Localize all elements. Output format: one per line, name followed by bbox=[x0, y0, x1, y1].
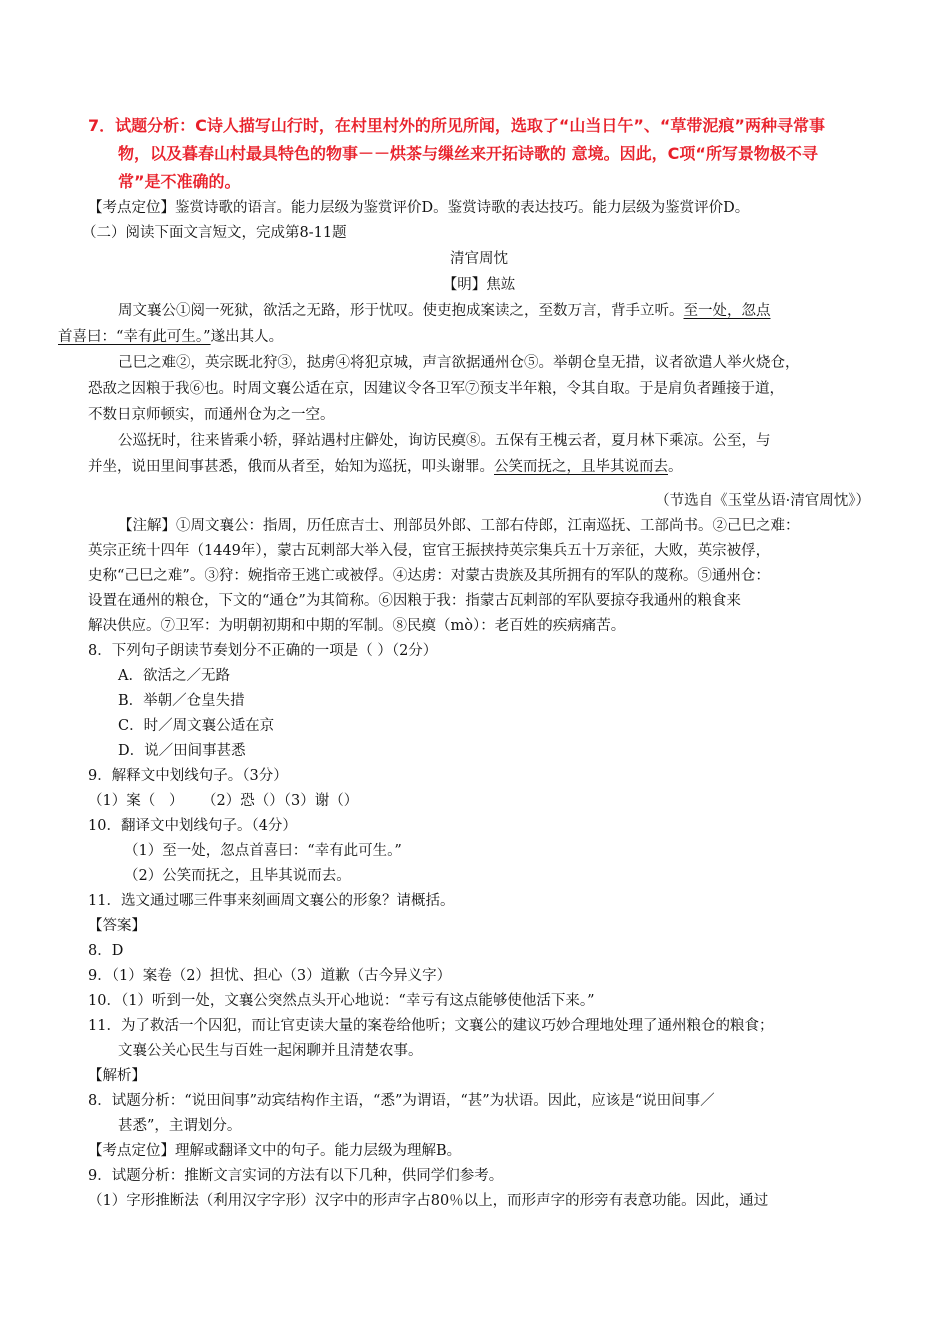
answer-11-line-2: 文襄公关心民生与百姓一起闲聊并且清楚农事。 bbox=[118, 1043, 423, 1059]
p3-line-1: 公巡抚时，往来皆乘小轿，驿站遇村庄僻处，询访民瘼⑧。五保有王槐云者，夏月林下乘凉。公至，与 bbox=[118, 433, 771, 449]
q8-option-d: D．说／田间事甚悉 bbox=[118, 743, 246, 759]
q9-items: （1）案（ ） （2）恐（）（3）谢（） bbox=[88, 793, 359, 809]
p3-underlined: 公笑而抚之，且毕其说而去 bbox=[494, 459, 668, 475]
notes bbox=[88, 514, 870, 639]
analysis-section bbox=[88, 1064, 870, 1214]
p1-underlined-2: 首喜曰：“幸有此可生。” bbox=[58, 329, 211, 345]
p2-line-2: 恐敌之因粮于我⑥也。时周文襄公适在京，因建议令各卫军⑦预支半年粮，令其自取。于是肩负者踵接于道， bbox=[88, 381, 784, 397]
passage-author: 【明】焦竑 bbox=[442, 277, 516, 293]
q8-option-a: A．欲活之／无路 bbox=[118, 668, 230, 684]
p2-line-3: 不数日京师顿实，而通州仓为之一空。 bbox=[88, 407, 335, 423]
q7-analysis bbox=[88, 112, 870, 196]
q11-stem: 11．选文通过哪三件事来刻画周文襄公的形象？请概括。 bbox=[88, 893, 455, 909]
notes-line-5: 解决供应。⑦卫军：为明朝初期和中期的军制。⑧民瘼（mò）：老百姓的疾病痛苦。 bbox=[88, 618, 626, 634]
answer-section bbox=[88, 914, 870, 1064]
q8-option-c: C．时／周文襄公适在京 bbox=[118, 718, 275, 734]
section-heading: （二）阅读下面文言短文，完成第8-11题 bbox=[82, 225, 347, 241]
q10-stem: 10．翻译文中划线句子。（4分） bbox=[88, 818, 297, 834]
analysis-9: 9．试题分析：推断文言实词的方法有以下几种，供同学们参考。 bbox=[88, 1168, 504, 1184]
answer-10: 10．（1）听到一处，文襄公突然点头开心地说：“幸亏有这点能够使他活下来。” bbox=[88, 993, 595, 1009]
p1-tail: 遂出其人。 bbox=[210, 329, 284, 345]
passage-source: （节选自《玉堂丛语·清官周忱》） bbox=[655, 493, 870, 509]
notes-line-2: 英宗正统十四年（1449年），蒙古瓦剌部大举入侵，宦官王振挟持英宗集兵五十万亲征，大败，英宗被俘， bbox=[88, 543, 771, 559]
q7-line-1: 7．试题分析：C诗人描写山行时，在村里村外的所见所闻，选取了“山当日午”、“草带泥痕”两种寻常事 bbox=[88, 116, 825, 135]
q10-item-2: （2）公笑而抚之，且毕其说而去。 bbox=[124, 868, 351, 884]
question-9 bbox=[88, 764, 870, 814]
notes-line-3: 史称“己巳之难”。③狩：婉指帝王逃亡或被俘。④达虏：对蒙古贵族及其所拥有的军队的蔑称。⑤通州仓： bbox=[88, 568, 770, 584]
analysis-8-line-2: 甚悉”，主谓划分。 bbox=[118, 1118, 242, 1134]
q7-line-3: 常”是不准确的。 bbox=[118, 172, 241, 191]
q9-stem: 9．解释文中划线句子。（3分） bbox=[88, 768, 288, 784]
answer-8: 8．D bbox=[88, 943, 124, 959]
question-10 bbox=[88, 814, 870, 889]
q8-stem: 8．下列句子朗读节奏划分不正确的一项是（ ）（2分） bbox=[88, 643, 438, 659]
analysis-heading: 【解析】 bbox=[88, 1068, 146, 1084]
answer-9: 9．（1）案卷（2）担忧、担心（3）道歉（古今异义字） bbox=[88, 968, 452, 984]
p3-text: 并坐，说田里间事甚悉，俄而从者至，始知为巡抚，叩头谢罪。 bbox=[88, 459, 494, 475]
p1-underlined-1: 至一处，忽点 bbox=[683, 303, 771, 319]
q8-option-b: B．举朝／仓皇失措 bbox=[118, 693, 245, 709]
notes-line-1: 【注解】①周文襄公：指周，历任庶吉士、刑部员外郎、工部右侍郎，江南巡抚、工部尚书。②己巳之难： bbox=[118, 518, 800, 534]
notes-line-4: 设置在通州的粮仓，下文的“通仓”为其简称。⑥因粮于我：指蒙古瓦剌部的军队要掠夺我通州的粮食来 bbox=[88, 593, 741, 609]
passage-paragraph-2 bbox=[88, 350, 870, 428]
passage-paragraph-3 bbox=[88, 428, 870, 480]
document-page bbox=[58, 112, 870, 1214]
passage-title: 清官周忱 bbox=[450, 251, 508, 267]
question-8 bbox=[88, 639, 870, 764]
p3-line-2 bbox=[88, 454, 870, 480]
q7-line-2: 物，以及暮春山村最具特色的物事－－烘茶与缫丝来开拓诗歌的 意境。因此，C项“所写景物极不寻 bbox=[118, 144, 818, 163]
p2-line-1: 己巳之难②，英宗既北狩③，挞虏④将犯京城，声言欲据通州仓⑤。举朝仓皇无措，议者欲遣人举火烧仓， bbox=[118, 355, 800, 371]
analysis-8-line-1: 8．试题分析：“说田间事”动宾结构作主语，“悉”为谓语，“甚”为状语。因此，应该是“说田间事／ bbox=[88, 1093, 715, 1109]
q10-item-1: （1）至一处，忽点首喜曰：“幸有此可生。” bbox=[124, 843, 402, 859]
kaodian-1: 【考点定位】鉴赏诗歌的语言。能力层级为鉴赏评价D。鉴赏诗歌的表达技巧。能力层级为鉴赏评价D。 bbox=[88, 200, 750, 216]
answer-heading: 【答案】 bbox=[88, 918, 146, 934]
passage-paragraph-1 bbox=[58, 298, 870, 350]
classical-passage bbox=[58, 246, 870, 514]
kaodian-2: 【考点定位】理解或翻译文中的句子。能力层级为理解B。 bbox=[88, 1143, 462, 1159]
p3-tail: 。 bbox=[668, 459, 683, 475]
answer-11-line-1: 11．为了救活一个囚犯，而让官吏读大量的案卷给他听；文襄公的建议巧妙合理地处理了通州粮仓的粮食； bbox=[88, 1018, 774, 1034]
p1-text: 周文襄公①阅一死狱，欲活之无路，形于忧叹。使吏抱成案读之，至数万言，背手立听。 bbox=[118, 303, 684, 319]
analysis-9-item-1: （1）字形推断法（利用汉字字形）汉字中的形声字占80％以上，而形声字的形旁有表意功能。因此，通过 bbox=[88, 1193, 769, 1209]
